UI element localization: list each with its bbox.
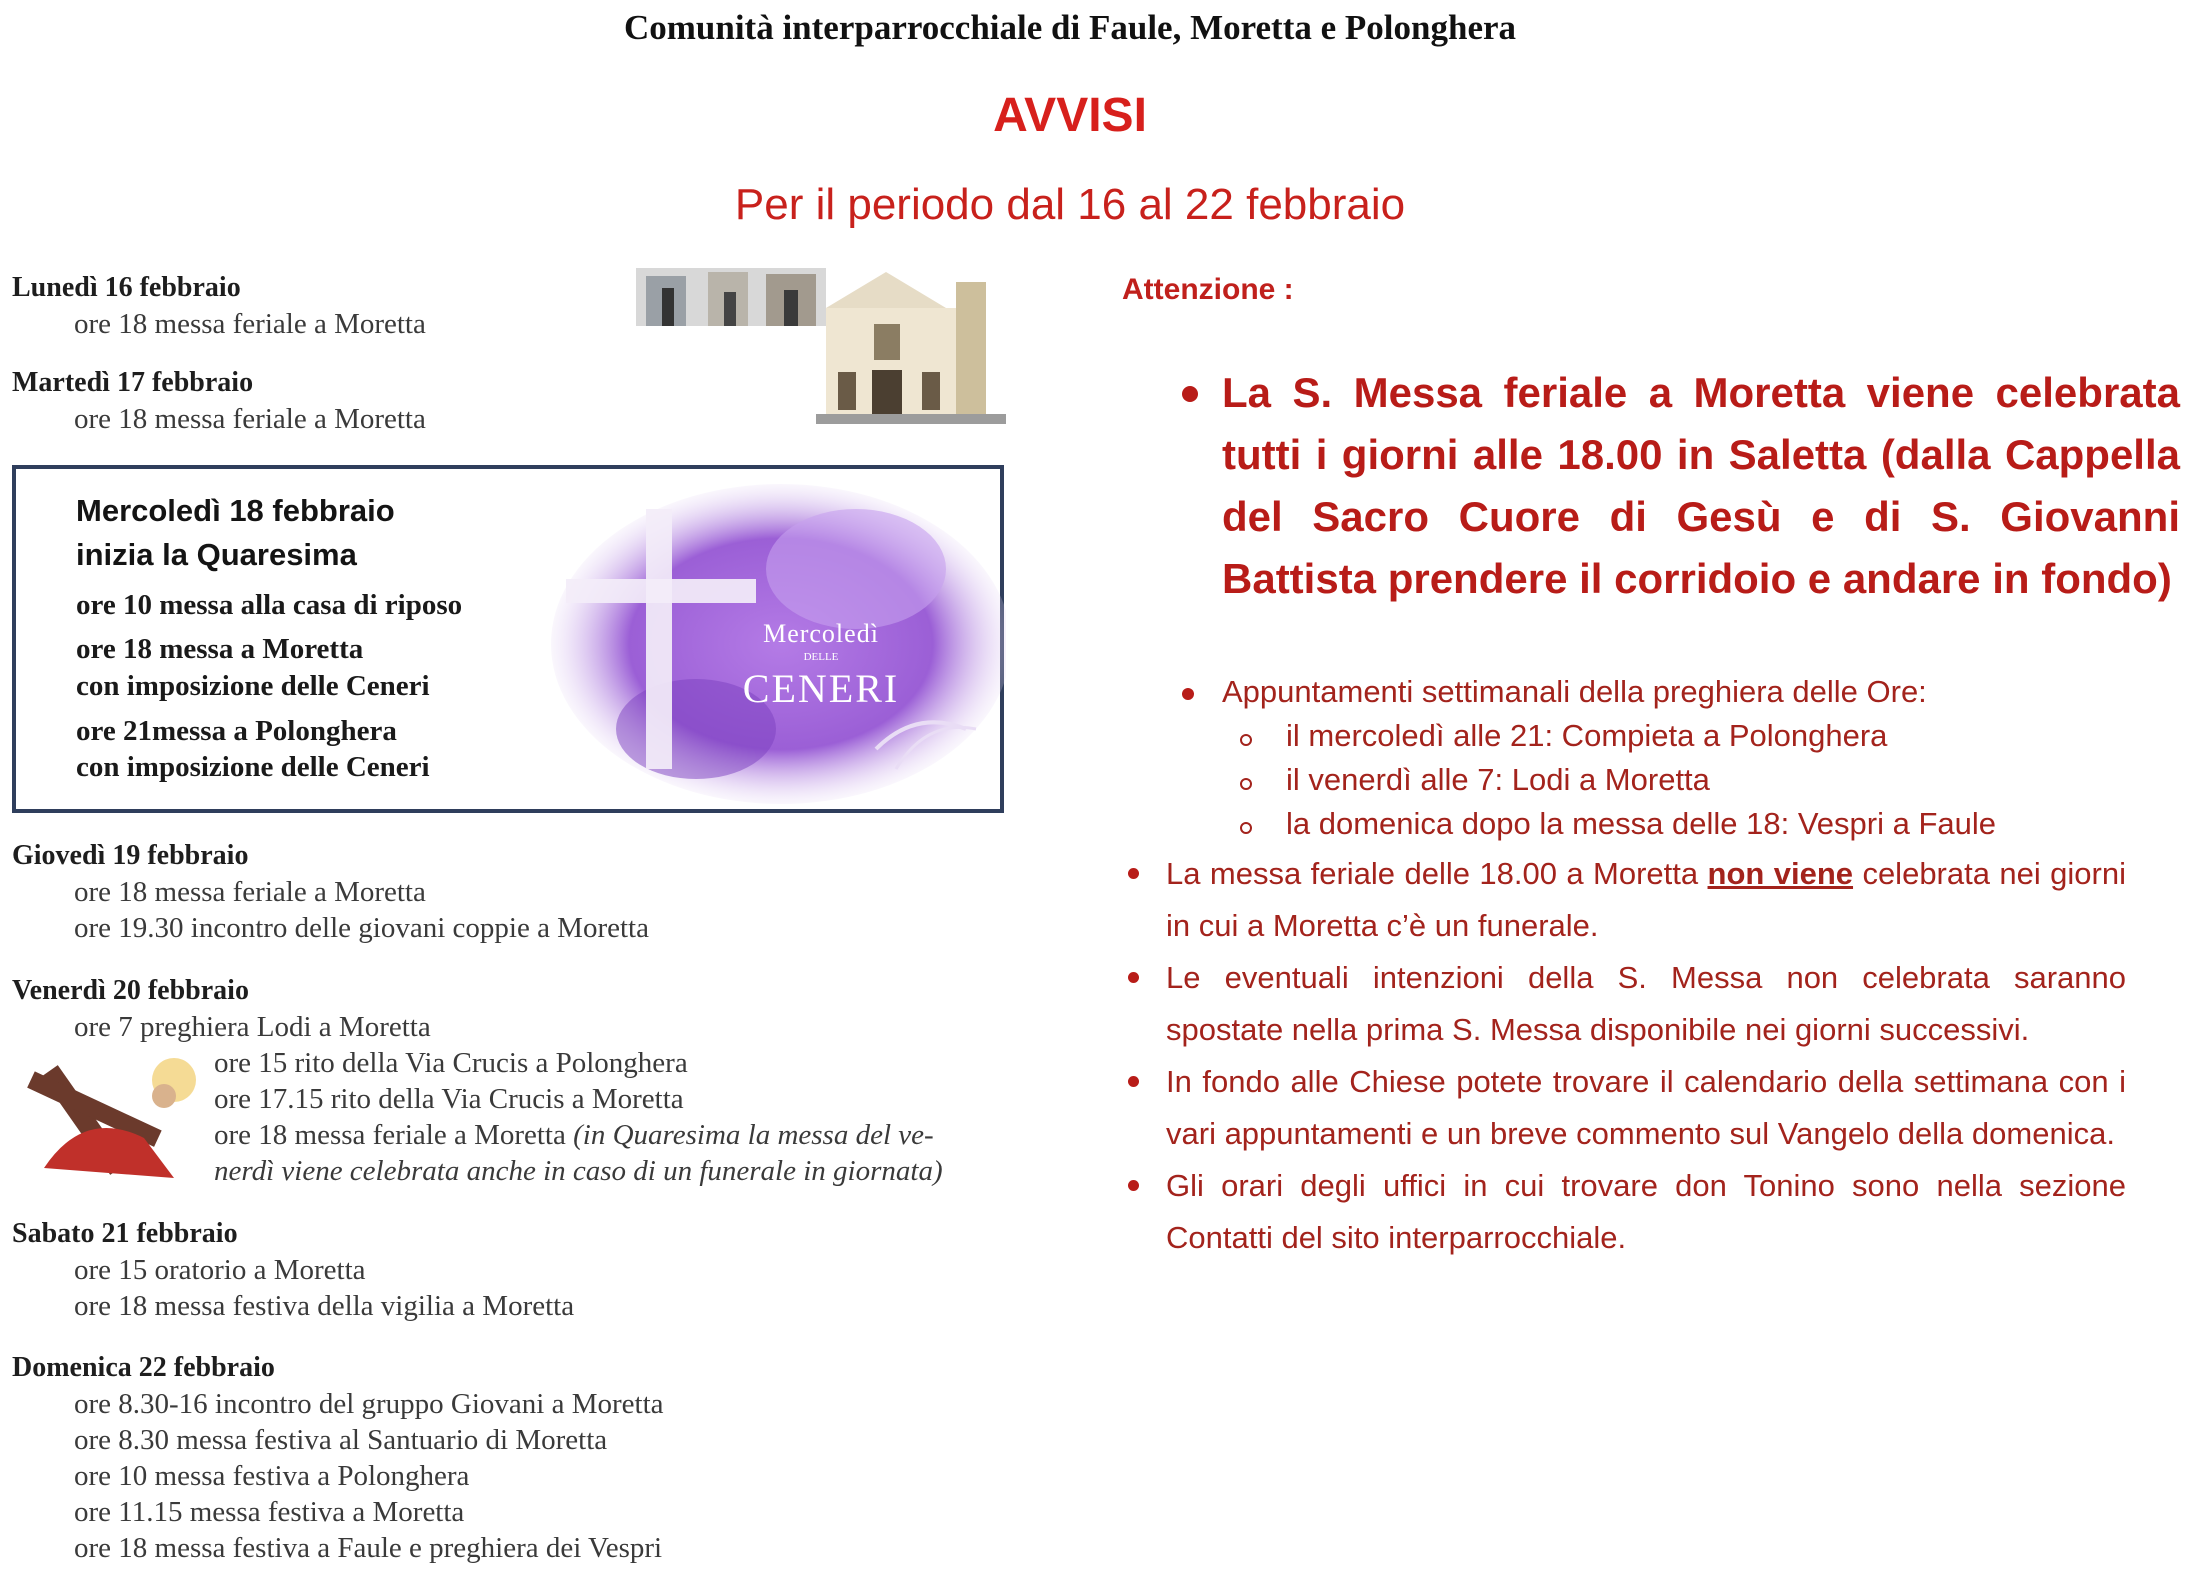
wednesday-item: con imposizione delle Ceneri [76,751,430,783]
bullet-icon [1182,688,1194,700]
monday-item: ore 18 messa feriale a Moretta [74,308,426,340]
wednesday-item: ore 21messa a Polonghera [76,715,397,747]
saturday-item: ore 15 oratorio a Moretta [74,1254,366,1286]
period-subtitle: Per il periodo dal 16 al 22 febbraio [734,180,1406,229]
sunday-item: ore 11.15 messa festiva a Moretta [74,1496,465,1528]
sunday-item: ore 10 messa festiva a Polonghera [74,1460,470,1492]
day-thursday: Giovedì 19 febbraio [12,840,249,871]
day-friday: Venerdì 20 febbraio [12,975,249,1006]
prayer-item: la domenica dopo la messa delle 18: Vespri a Faule [1286,806,1996,841]
notice-no-mass-funeral [1166,848,2126,952]
notice-calendar: In fondo alle Chiese potete trovare il calendario della settimana con i vari appuntamenti e un breve commento sul Vangelo della domenica. [1166,1064,2126,1151]
ash-image-text-1: Mercoledì [763,619,879,648]
prayer-item: il mercoledì alle 21: Compieta a Polonghera [1286,718,1888,753]
thursday-item: ore 19.30 incontro delle giovani coppie a Moretta [74,912,649,944]
thursday-item: ore 18 messa feriale a Moretta [74,876,426,908]
sunday-item: ore 8.30-16 incontro del gruppo Giovani a Moretta [74,1388,664,1420]
page-title: AVVISI [993,89,1147,142]
notice-text: celebrata nei giorni in cui a Moretta c’è un funerale. [1166,856,2126,943]
notice-office-hours: Gli orari degli uffici in cui trovare don Tonino sono nella sezione Contatti del sito interparrocchiale. [1166,1168,2126,1255]
attention-heading: Attenzione : [1122,273,1294,306]
circle-bullet-icon [1240,778,1252,790]
wednesday-heading: Mercoledì 18 febbraio [76,493,395,528]
day-saturday: Sabato 21 febbraio [12,1218,238,1249]
friday-item: ore 18 messa feriale a Moretta [214,1119,566,1151]
ash-image-text-3: CENERI [742,666,900,711]
friday-item-with-note [214,1119,934,1152]
wednesday-item: ore 18 messa a Moretta [76,633,364,665]
day-monday: Lunedì 16 febbraio [12,272,241,303]
bullet-icon [1128,868,1139,879]
friday-item: ore 7 preghiera Lodi a Moretta [74,1011,431,1043]
ash-wednesday-box [12,465,1004,813]
ash-image-text-2: DELLE [803,651,839,663]
prayer-item: il venerdì alle 7: Lodi a Moretta [1286,762,1710,797]
circle-bullet-icon [1240,822,1252,834]
via-crucis-image [14,1050,204,1182]
friday-item: ore 15 rito della Via Crucis a Polonghera [214,1047,688,1079]
notice-intentions: Le eventuali intenzioni della S. Messa non celebrata saranno spostate nella prima S. Messa disponibile nei giorni successivi. [1166,960,2126,1047]
lent-start: inizia la Quaresima [76,537,357,572]
ash-wednesday-image [536,479,1006,809]
friday-note-line1: (in Quaresima la messa del ve- [573,1119,934,1151]
day-sunday: Domenica 22 febbraio [12,1352,275,1383]
bullet-icon [1128,1076,1139,1087]
main-notice: La S. Messa feriale a Moretta viene celebrata tutti i giorni alle 18.00 in Saletta (dalla Cappella del Sacro Cuore di Gesù e di S. Giovanni Battista prendere il corridoio e andare in fondo) [1222,369,2180,602]
bullet-icon [1128,1180,1139,1191]
sunday-item: ore 8.30 messa festiva al Santuario di Moretta [74,1424,608,1456]
wednesday-item: con imposizione delle Ceneri [76,670,430,702]
circle-bullet-icon [1240,734,1252,746]
day-tuesday: Martedì 17 febbraio [12,367,254,398]
wednesday-item: ore 10 messa alla casa di riposo [76,589,463,621]
tuesday-item: ore 18 messa feriale a Moretta [74,403,426,435]
notice-text: La messa feriale delle 18.00 a Moretta [1166,856,1708,891]
friday-note-line2: nerdì viene celebrata anche in caso di un funerale in giornata) [214,1155,943,1187]
prayer-notice: Appuntamenti settimanali della preghiera delle Ore: [1222,674,1927,709]
saturday-item: ore 18 messa festiva della vigilia a Moretta [74,1290,575,1322]
church-photo [636,268,1006,424]
friday-item: ore 17.15 rito della Via Crucis a Moretta [214,1083,684,1115]
sunday-item: ore 18 messa festiva a Faule e preghiera dei Vespri [74,1532,663,1564]
bullet-icon [1128,972,1139,983]
notice-emphasis: non viene [1707,856,1854,891]
parish-name: Comunità interparrocchiale di Faule, Moretta e Polonghera [623,8,1517,47]
bullet-icon [1182,386,1198,402]
